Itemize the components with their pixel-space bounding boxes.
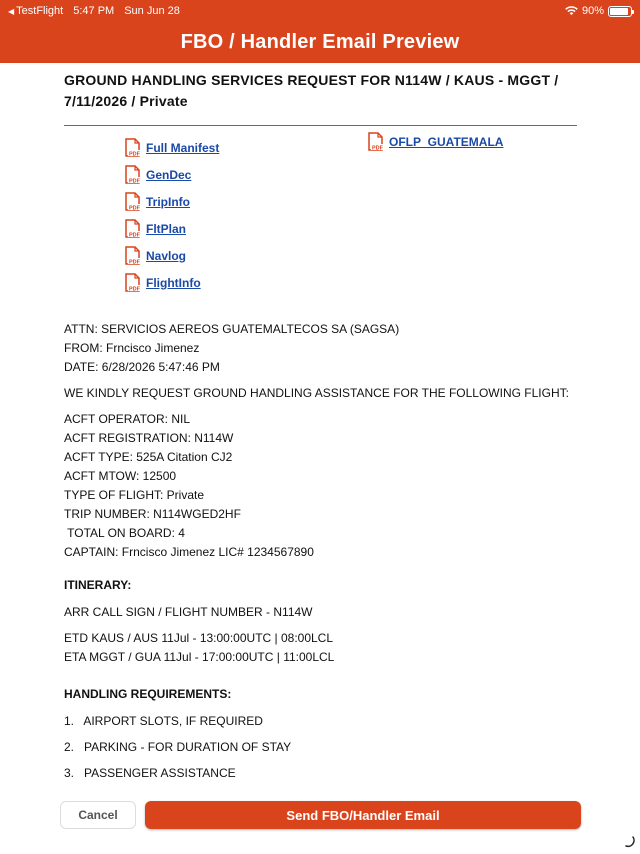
type-line: ACFT TYPE: 525A Citation CJ2 xyxy=(64,450,233,464)
battery-percent: 90% xyxy=(581,5,604,17)
aircraft-block xyxy=(64,410,577,562)
svg-text:PDF: PDF xyxy=(129,286,140,292)
wifi-icon xyxy=(565,6,578,16)
request-line: WE KINDLY REQUEST GROUND HANDLING ASSISTANCE FOR THE FOLLOWING FLIGHT: xyxy=(64,386,569,400)
svg-text:PDF: PDF xyxy=(129,205,140,211)
date-line: DATE: 6/28/2026 5:47:46 PM xyxy=(64,360,220,374)
svg-text:PDF: PDF xyxy=(129,151,140,157)
action-bar xyxy=(0,794,640,854)
etd-line: ETD KAUS / AUS 11Jul - 13:00:00UTC | 08:00LCL xyxy=(64,631,334,645)
attachment-list xyxy=(64,134,577,316)
requirement-2: 2. PARKING - FOR DURATION OF STAY xyxy=(64,740,292,754)
total-on-board-line: TOTAL ON BOARD: 4 xyxy=(64,526,185,540)
pdf-icon xyxy=(124,165,142,184)
svg-text:PDF: PDF xyxy=(129,178,140,184)
back-to-app-link[interactable]: ◀ TestFlight xyxy=(8,5,64,17)
captain-line: CAPTAIN: Frncisco Jimenez LIC# 1234567890 xyxy=(64,545,314,559)
header-block xyxy=(64,320,577,377)
schedule-block xyxy=(64,629,577,667)
status-time: 5:47 PM xyxy=(73,5,115,17)
attachment-oflp-guatemala[interactable]: PDF OFLP_GUATEMALA xyxy=(367,132,503,151)
trip-number-line: TRIP NUMBER: N114WGED2HF xyxy=(64,507,241,521)
app-header xyxy=(0,0,640,63)
operator-line: ACFT OPERATOR: NIL xyxy=(64,412,191,426)
subject-divider xyxy=(64,125,577,126)
mtow-line: ACFT MTOW: 12500 xyxy=(64,469,177,483)
attachment-fltplan[interactable]: PDF FltPlan xyxy=(124,219,186,238)
spinner-icon xyxy=(622,834,636,848)
eta-line: ETA MGGT / GUA 11Jul - 17:00:00UTC | 11:00LCL xyxy=(64,650,335,664)
email-preview[interactable] xyxy=(64,70,577,790)
send-email-button[interactable]: Send FBO/Handler Email xyxy=(145,801,581,829)
pdf-icon xyxy=(124,138,142,157)
pdf-icon xyxy=(124,273,142,292)
requirement-3: 3. PASSENGER ASSISTANCE xyxy=(64,766,236,780)
flight-type-line: TYPE OF FLIGHT: Private xyxy=(64,488,205,502)
registration-line: ACFT REGISTRATION: N114W xyxy=(64,431,234,445)
attachment-full-manifest[interactable]: PDF Full Manifest xyxy=(124,138,219,157)
status-bar xyxy=(0,5,640,19)
back-arrow-icon: ◀ xyxy=(8,7,15,16)
attachment-tripinfo[interactable]: PDF TripInfo xyxy=(124,192,190,211)
cancel-button[interactable]: Cancel xyxy=(60,801,136,829)
pdf-icon xyxy=(367,132,385,151)
handling-title: HANDLING REQUIREMENTS: xyxy=(64,687,232,701)
pdf-icon xyxy=(124,219,142,238)
attachment-gendec[interactable]: PDF GenDec xyxy=(124,165,191,184)
email-body xyxy=(64,320,577,783)
email-subject: GROUND HANDLING SERVICES REQUEST FOR N114W / KAUS - MGGT / 7/11/2026 / Private xyxy=(64,72,559,109)
battery-fill xyxy=(610,8,628,15)
from-line: FROM: Frncisco Jimenez xyxy=(64,341,200,355)
attachment-navlog[interactable]: PDF Navlog xyxy=(124,246,186,265)
svg-text:PDF: PDF xyxy=(129,259,140,265)
pdf-icon xyxy=(124,192,142,211)
requirement-1: 1. AIRPORT SLOTS, IF REQUIRED xyxy=(64,714,263,728)
svg-text:PDF: PDF xyxy=(372,145,383,151)
attachment-flightinfo[interactable]: PDF FlightInfo xyxy=(124,273,201,292)
svg-text:PDF: PDF xyxy=(129,232,140,238)
status-date: Sun Jun 28 xyxy=(124,5,180,17)
arr-call-sign-line: ARR CALL SIGN / FLIGHT NUMBER - N114W xyxy=(64,605,313,619)
battery-icon xyxy=(608,6,632,17)
pdf-icon xyxy=(124,246,142,265)
page-title: FBO / Handler Email Preview xyxy=(180,31,460,53)
attn-line: ATTN: SERVICIOS AEREOS GUATEMALTECOS SA (SAGSA) xyxy=(64,322,400,336)
itinerary-title: ITINERARY: xyxy=(64,578,132,592)
